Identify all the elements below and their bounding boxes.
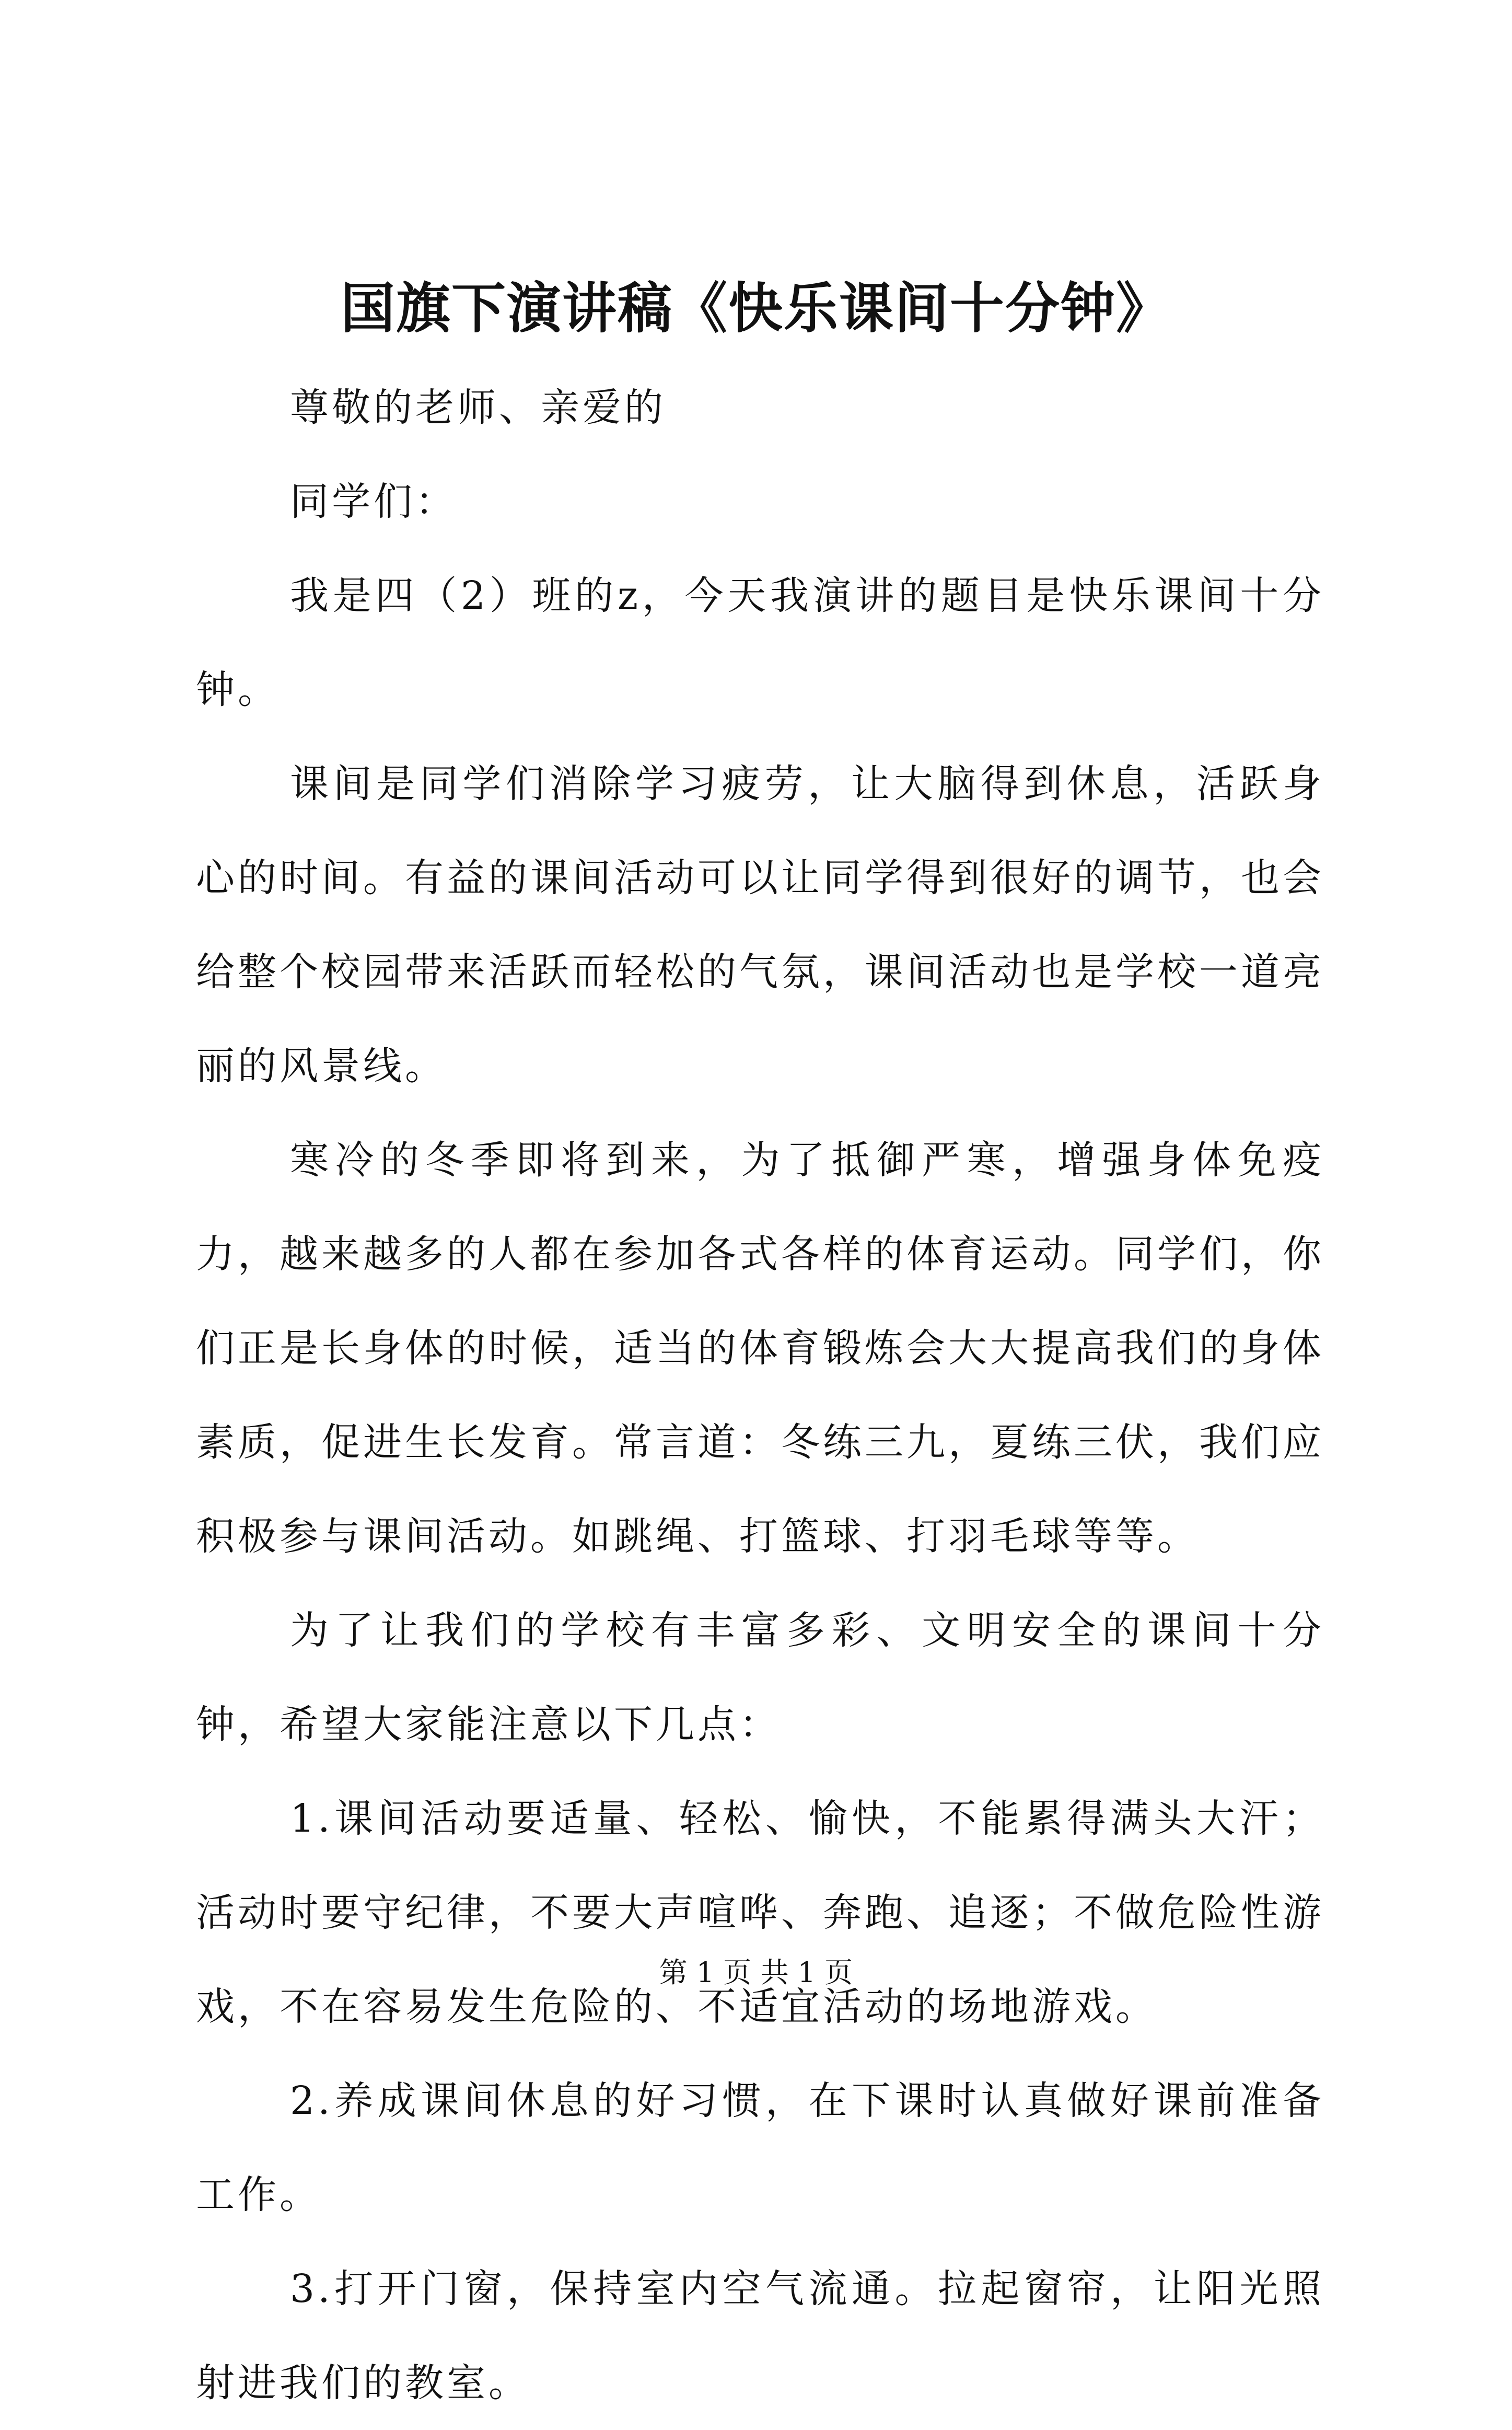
paragraph-requests: 为了让我们的学校有丰富多彩、文明安全的课间十分钟，希望大家能注意以下几点： (196, 1608, 1324, 1747)
document-body (196, 361, 1324, 2430)
salutation-line-1: 尊敬的老师、亲爱的 (290, 385, 666, 430)
salutation-line-2: 同学们： (290, 479, 457, 524)
paragraph-winter-exercise: 寒冷的冬季即将到来，为了抵御严寒，增强身体免疫力，越来越多的人都在参加各式各样的体育运动。同学们，你们正是长身体的时候，适当的体育锻炼会大大提高我们的身体素质，促进生长发育。常言道：冬练三九，夏练三伏，我们应积极参与课间活动。如跳绳、打篮球、打羽毛球等等。 (196, 1138, 1324, 1559)
paragraph-intro: 我是四（2）班的z，今天我演讲的题目是快乐课间十分钟。 (196, 573, 1324, 712)
paragraph-break-time: 课间是同学们消除学习疲劳，让大脑得到休息，活跃身心的时间。有益的课间活动可以让同学得到很好的调节，也会给整个校园带来活跃而轻松的气氛，课间活动也是学校一道亮丽的风景线。 (196, 761, 1324, 1089)
document-title: 国旗下演讲稿《快乐课间十分钟》 (340, 276, 1171, 340)
list-item-1: 1.课间活动要适量、轻松、愉快，不能累得满头大汗；活动时要守纪律，不要大声喧哗、奔跑、追逐；不做危险性游戏，不在容易发生危险的、不适宜活动的场地游戏。 (196, 1796, 1324, 2029)
list-item-2: 2.养成课间休息的好习惯，在下课时认真做好课前准备工作。 (196, 2078, 1324, 2217)
page-footer: 第 1 页 共 1 页 (659, 1956, 853, 1989)
list-item-3: 3.打开门窗，保持室内空气流通。拉起窗帘，让阳光照射进我们的教室。 (196, 2266, 1324, 2405)
